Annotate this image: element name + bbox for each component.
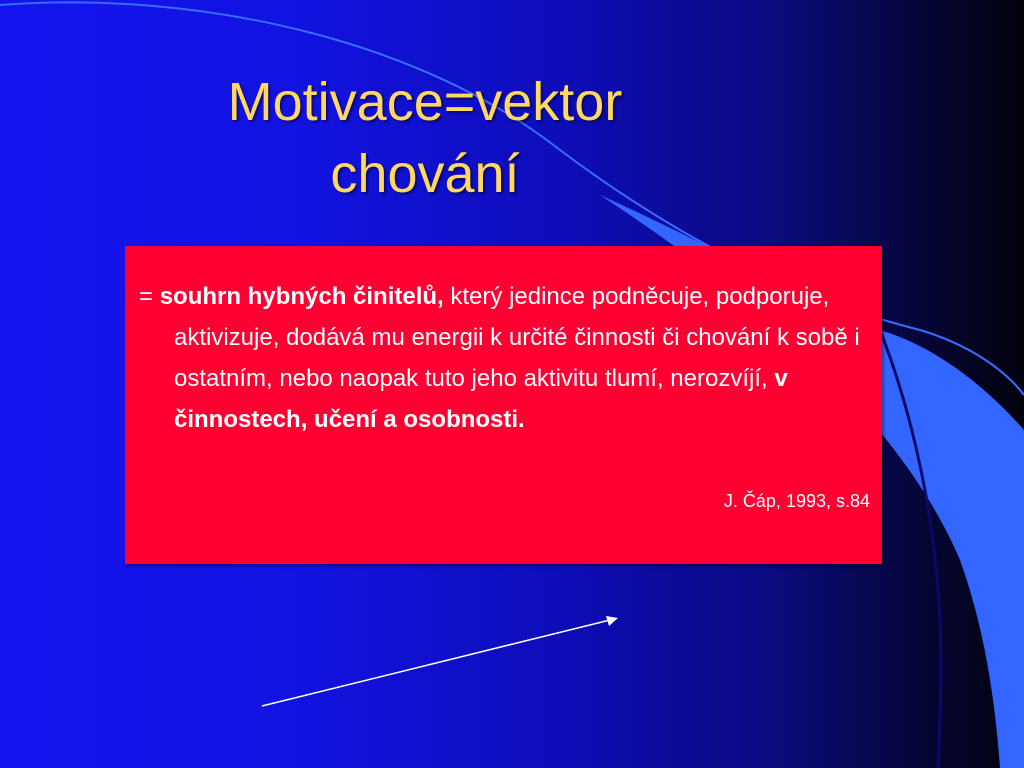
definition-bold-1: souhrn hybných činitelů, — [159, 283, 444, 310]
citation: J. Čáp, 1993, s.84 — [723, 491, 870, 511]
definition-body: který jedince podněcuje, podporuje, aktivizuje, dodává mu energii k určité činnosti či chování k sobě i ostatním, nebo naopak tuto jeho aktivitu tlumí, nerozvíjí, — [174, 283, 860, 392]
definition-bold-2: v činnostech, učení a osobnosti. — [174, 365, 788, 433]
title-line-2: chování — [330, 144, 520, 204]
definition-text — [139, 276, 904, 440]
title-line-1: Motivace=vektor — [227, 72, 623, 132]
slide-title — [160, 66, 690, 210]
definition-box — [125, 246, 882, 564]
definition-prefix: = — [139, 283, 160, 310]
